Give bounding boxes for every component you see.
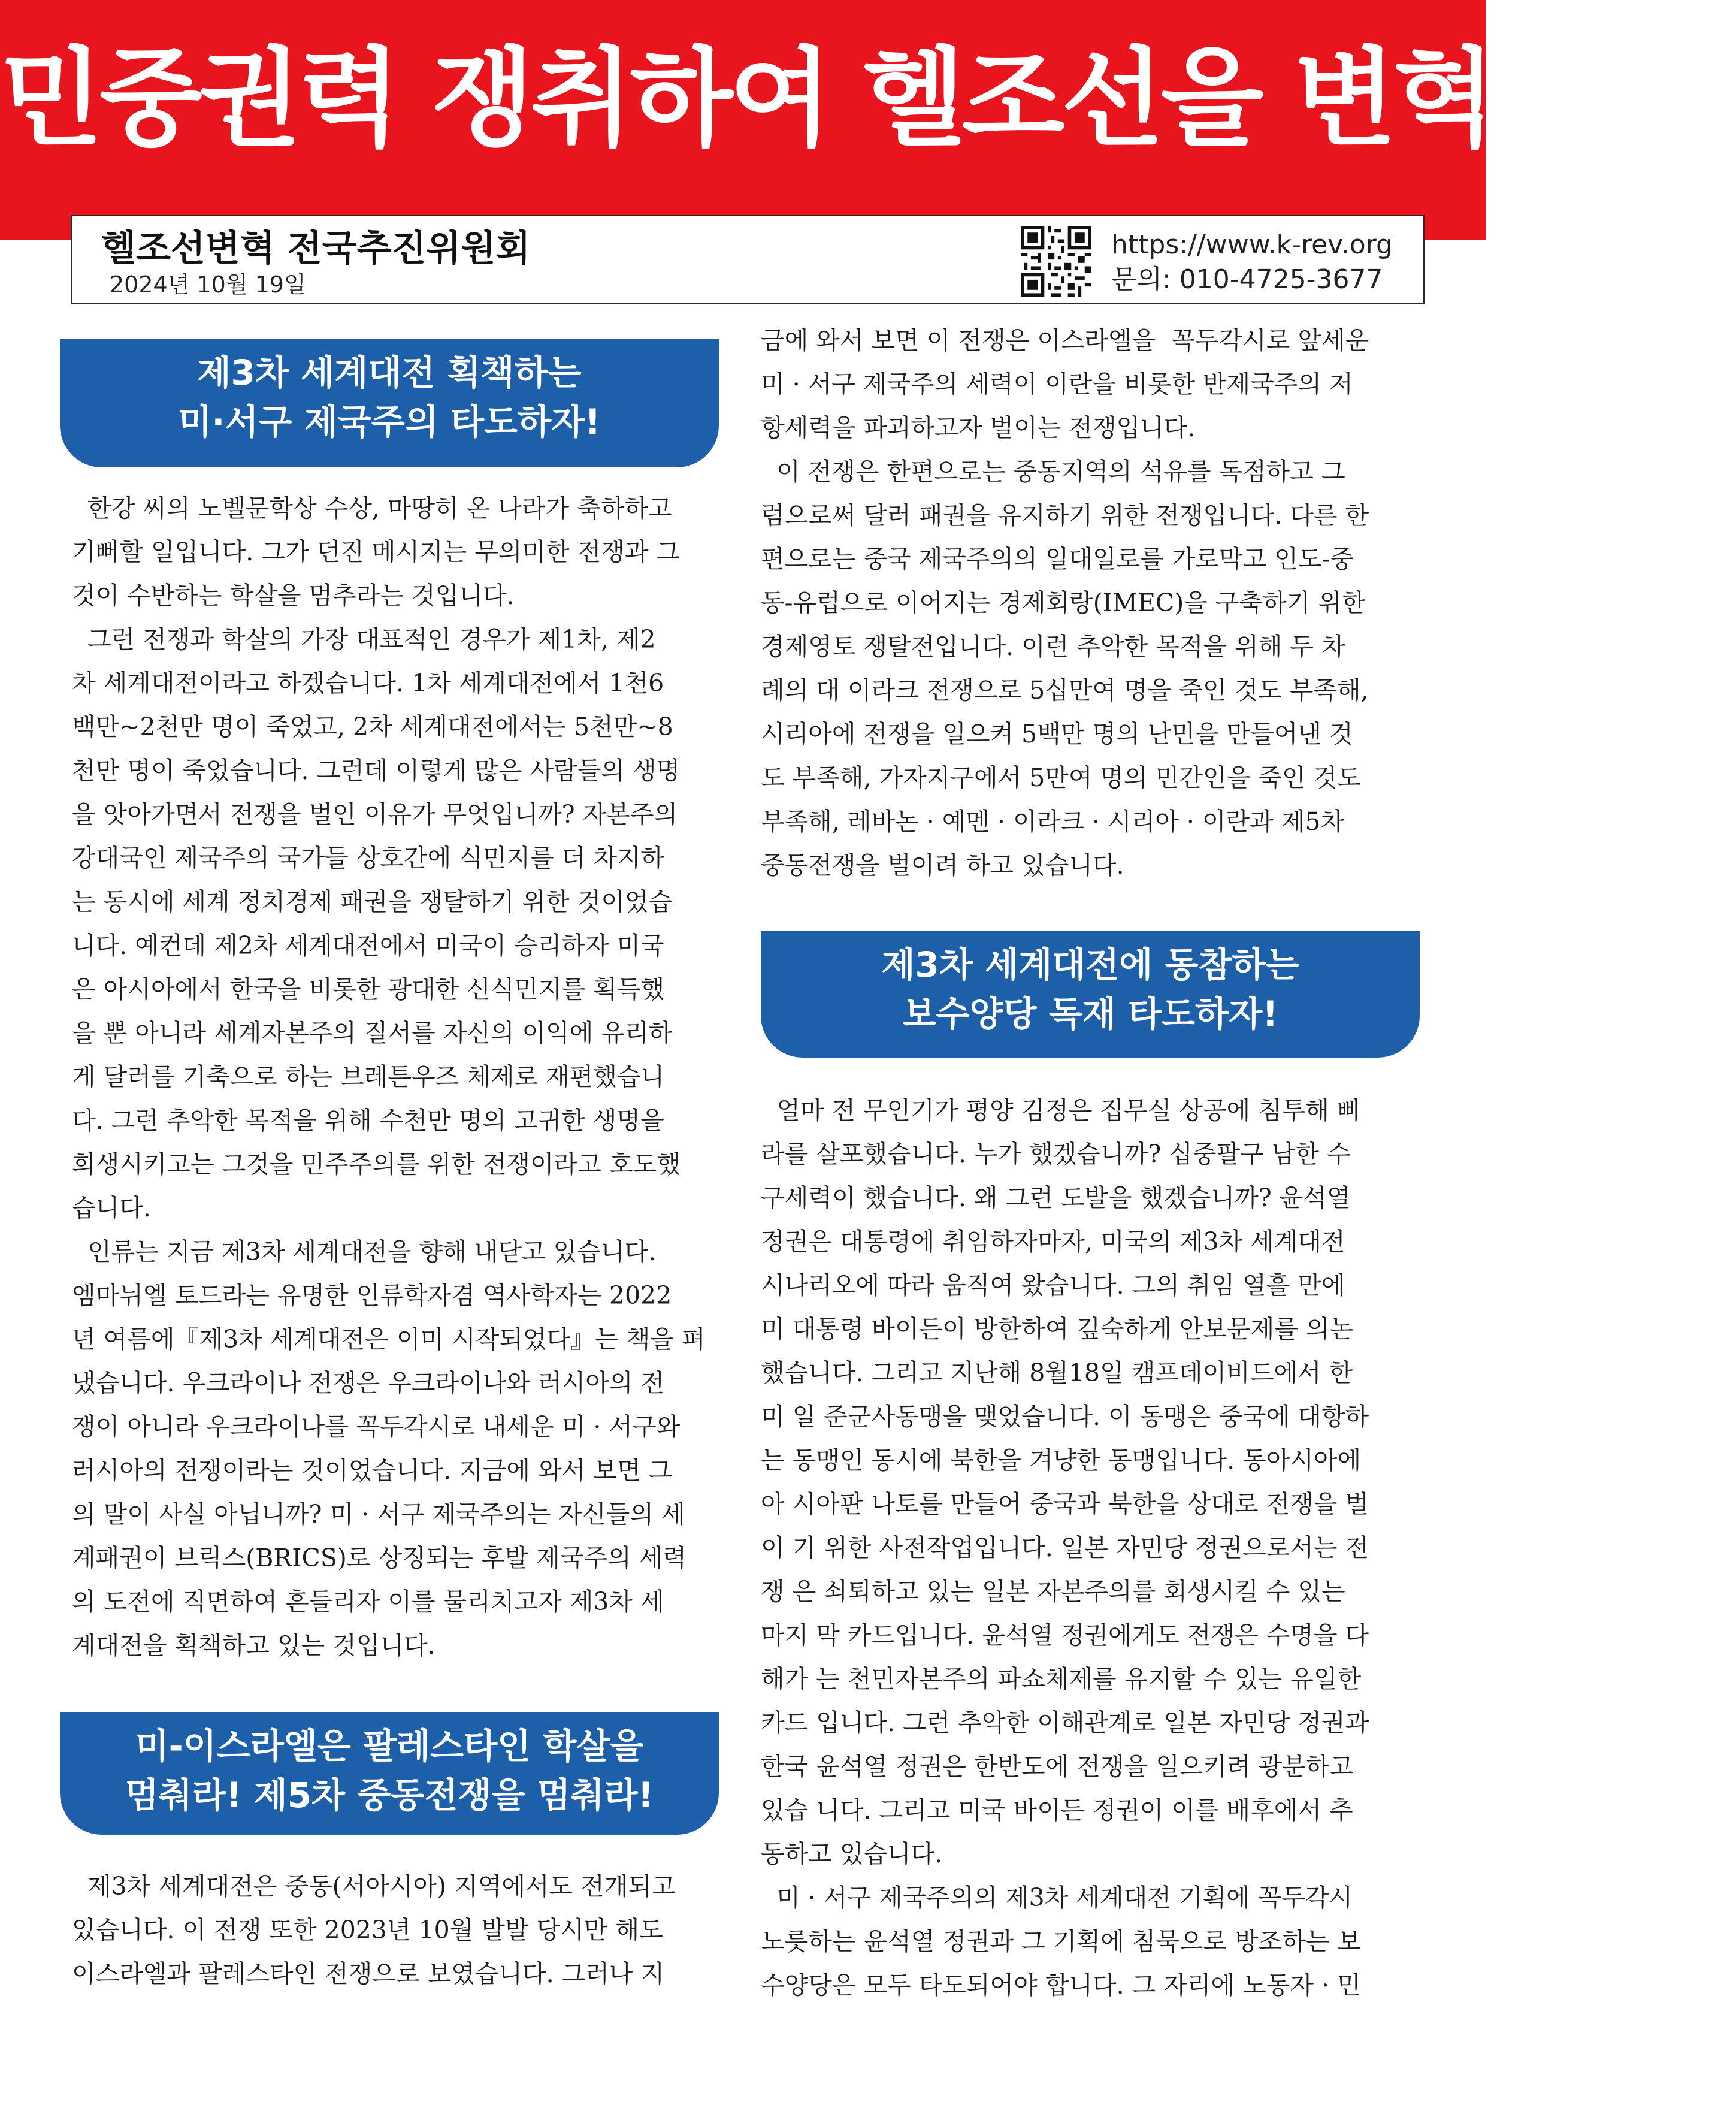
text-line: 했습니다. 그리고 지난해 8월18일 캠프데이비드에서 한 bbox=[761, 1358, 1353, 1387]
text-line: 얼마 전 무인기가 평양 김정은 집무실 상공에 침투해 삐 bbox=[761, 1096, 1361, 1125]
text-line: 백만~2천만 명이 죽었고, 2차 세계대전에서는 5천만~8 bbox=[72, 712, 673, 741]
publication-date: 2024년 10월 19일 bbox=[110, 271, 306, 298]
contact-phone: 문의: 010-4725-3677 bbox=[1111, 264, 1383, 295]
text-line: 카드 입니다. 그런 추악한 이해관계로 일본 자민당 정권과 bbox=[761, 1708, 1369, 1737]
text-line: 동하고 있습니다. bbox=[761, 1840, 943, 1868]
text-line: 차 세계대전이라고 하겠습니다. 1차 세계대전에서 1천6 bbox=[72, 669, 664, 697]
paragraph bbox=[761, 319, 1414, 887]
text-line: 부족해, 레바논 · 예멘 · 이라크 · 시리아 · 이란과 제5차 bbox=[761, 807, 1345, 836]
text-line: 편으로는 중국 제국주의의 일대일로를 가로막고 인도-중 bbox=[761, 545, 1354, 573]
text-line: 는 동시에 세계 정치경제 패권을 쟁탈하기 위한 것이었습 bbox=[72, 887, 673, 916]
website-link[interactable]: https://www.k-rev.org bbox=[1111, 229, 1393, 260]
text-line: 천만 명이 죽었습니다. 그런데 이렇게 많은 사람들의 생명 bbox=[72, 756, 681, 785]
text-line: 기뻐할 일입니다. 그가 던진 메시지는 무의미한 전쟁과 그 bbox=[72, 537, 681, 566]
heading-line: 미-이스라엘은 팔레스타인 학살을 bbox=[135, 1726, 644, 1766]
text-line: 금에 와서 보면 이 전쟁은 이스라엘을 꼭두각시로 앞세운 bbox=[761, 326, 1369, 355]
text-line: 인류는 지금 제3차 세계대전을 향해 내닫고 있습니다. bbox=[72, 1237, 657, 1266]
text-line: 계패권이 브릭스(BRICS)로 상징되는 후발 제국주의 세력 bbox=[72, 1544, 686, 1572]
text-line: 년 여름에『제3차 세계대전은 이미 시작되었다』는 책을 펴 bbox=[72, 1325, 706, 1354]
text-line: 마지 막 카드입니다. 윤석열 정권에게도 전쟁은 수명을 다 bbox=[761, 1621, 1369, 1650]
text-line: 아 시아판 나토를 만들어 중국과 북한을 상대로 전쟁을 벌 bbox=[761, 1490, 1369, 1518]
organization-name: 헬조선변혁 전국추진위원회 bbox=[101, 228, 531, 270]
heading-line: 제3차 세계대전에 동참하는 bbox=[881, 944, 1299, 985]
publisher-info-bar bbox=[71, 215, 1425, 304]
section-heading-world-war bbox=[60, 339, 719, 467]
text-line: 을 뿐 아니라 세계자본주의 질서를 자신의 이익에 유리하 bbox=[72, 1019, 673, 1047]
text-line: 쟁이 아니라 우크라이나를 꼭두각시로 내세운 미 · 서구와 bbox=[72, 1412, 681, 1441]
text-line: 경제영토 쟁탈전입니다. 이런 추악한 목적을 위해 두 차 bbox=[761, 632, 1345, 661]
text-line: 은 아시아에서 한국을 비롯한 광대한 신식민지를 획득했 bbox=[72, 975, 665, 1004]
text-line: 미 · 서구 제국주의의 제3차 세계대전 기획에 꼭두각시 bbox=[761, 1883, 1353, 1912]
text-line: 계대전을 획책하고 있는 것입니다. bbox=[72, 1631, 435, 1660]
heading-line: 보수양당 독재 타도하자! bbox=[902, 993, 1278, 1034]
text-line: 노릇하는 윤석열 정권과 그 기획에 침묵으로 방조하는 보 bbox=[761, 1927, 1362, 1956]
text-line: 항세력을 파괴하고자 벌이는 전쟁입니다. bbox=[761, 413, 1196, 442]
text-line: 러시아의 전쟁이라는 것이었습니다. 지금에 와서 보면 그 bbox=[72, 1456, 673, 1485]
text-line: 는 동맹인 동시에 북한을 겨냥한 동맹입니다. 동아시아에 bbox=[761, 1446, 1362, 1475]
section-heading-middle-east bbox=[60, 1712, 719, 1835]
paragraph bbox=[761, 1089, 1414, 2007]
text-line: 이스라엘과 팔레스타인 전쟁으로 보였습니다. 그러나 지 bbox=[72, 1959, 665, 1988]
qr-code-icon[interactable] bbox=[1021, 226, 1091, 297]
text-line: 이 기 위한 사전작업입니다. 일본 자민당 정권으로서는 전 bbox=[761, 1533, 1369, 1562]
text-line: 중동전쟁을 벌이려 하고 있습니다. bbox=[761, 851, 1124, 880]
paragraph bbox=[72, 487, 713, 1668]
heading-line: 제3차 세계대전 획책하는 bbox=[197, 352, 582, 393]
text-line: 니다. 예컨데 제2차 세계대전에서 미국이 승리하자 미국 bbox=[72, 931, 664, 960]
text-line: 동-유럽으로 이어지는 경제회랑(IMEC)을 구축하기 위한 bbox=[761, 588, 1366, 617]
text-line: 제3차 세계대전은 중동(서아시아) 지역에서도 전개되고 bbox=[72, 1872, 676, 1901]
text-line: 있습니다. 이 전쟁 또한 2023년 10월 발발 당시만 해도 bbox=[72, 1916, 663, 1944]
text-line: 럼으로써 달러 패권을 유지하기 위한 전쟁입니다. 다른 한 bbox=[761, 501, 1369, 530]
heading-line: 멈춰라! 제5차 중동전쟁을 멈춰라! bbox=[125, 1775, 654, 1816]
text-line: 도 부족해, 가자지구에서 5만여 명의 민간인을 죽인 것도 bbox=[761, 763, 1361, 792]
text-line: 의 말이 사실 아닙니까? 미 · 서구 제국주의는 자신들의 세 bbox=[72, 1500, 685, 1529]
text-line: 것이 수반하는 학살을 멈추라는 것입니다. bbox=[72, 581, 515, 610]
paragraph bbox=[72, 1865, 713, 1996]
section-heading-conservative-parties bbox=[761, 931, 1420, 1058]
text-line: 강대국인 제국주의 국가들 상호간에 식민지를 더 차지하 bbox=[72, 844, 665, 872]
text-line: 한국 윤석열 정권은 한반도에 전쟁을 일으키려 광분하고 bbox=[761, 1752, 1354, 1781]
title-banner bbox=[0, 0, 1736, 240]
text-line: 시리아에 전쟁을 일으켜 5백만 명의 난민을 만들어낸 것 bbox=[761, 720, 1353, 748]
text-line: 한강 씨의 노벨문학상 수상, 마땅히 온 나라가 축하하고 bbox=[72, 494, 672, 523]
text-line: 해가 는 천민자본주의 파쇼체제를 유지할 수 있는 유일한 bbox=[761, 1665, 1362, 1693]
text-line: 희생시키고는 그것을 민주주의를 위한 전쟁이라고 호도했 bbox=[72, 1150, 681, 1179]
text-line: 미 대통령 바이든이 방한하여 깊숙하게 안보문제를 의논 bbox=[761, 1315, 1354, 1343]
text-line: 게 달러를 기축으로 하는 브레튼우즈 체제로 재편했습니 bbox=[72, 1062, 665, 1091]
text-line: 미 · 서구 제국주의 세력이 이란을 비롯한 반제국주의 저 bbox=[761, 370, 1353, 398]
text-line: 습니다. bbox=[72, 1194, 151, 1222]
text-line: 라를 살포했습니다. 누가 했겠습니까? 십중팔구 남한 수 bbox=[761, 1140, 1351, 1168]
text-line: 정권은 대통령에 취임하자마자, 미국의 제3차 세계대전 bbox=[761, 1227, 1345, 1256]
text-line: 례의 대 이라크 전쟁으로 5십만여 명을 죽인 것도 부족해, bbox=[761, 676, 1369, 705]
text-line: 그런 전쟁과 학살의 가장 대표적인 경우가 제1차, 제2 bbox=[72, 625, 656, 654]
text-line: 냈습니다. 우크라이나 전쟁은 우크라이나와 러시아의 전 bbox=[72, 1369, 665, 1397]
text-line: 엠마뉘엘 토드라는 유명한 인류학자겸 역사학자는 2022 bbox=[72, 1281, 672, 1310]
text-line: 을 앗아가면서 전쟁을 벌인 이유가 무엇입니까? 자본주의 bbox=[72, 800, 678, 829]
heading-line: 미·서구 제국주의 타도하자! bbox=[178, 401, 601, 442]
text-line: 수양당은 모두 타도되어야 합니다. 그 자리에 노동자 · 민 bbox=[761, 1971, 1361, 2000]
text-line: 쟁 은 쇠퇴하고 있는 일본 자본주의를 회생시킬 수 있는 bbox=[761, 1577, 1345, 1606]
banner-title: 민중권력 쟁취하여 헬조선을 변혁하자! bbox=[0, 37, 1736, 161]
text-line: 다. 그런 추악한 목적을 위해 수천만 명의 고귀한 생명을 bbox=[72, 1106, 664, 1135]
text-line: 이 전쟁은 한편으로는 중동지역의 석유를 독점하고 그 bbox=[761, 457, 1345, 486]
text-line: 미 일 준군사동맹을 맺었습니다. 이 동맹은 중국에 대항하 bbox=[761, 1402, 1369, 1431]
text-line: 의 도전에 직면하여 흔들리자 이를 물리치고자 제3차 세 bbox=[72, 1587, 664, 1616]
text-line: 시나리오에 따라 움직여 왔습니다. 그의 취임 열흘 만에 bbox=[761, 1271, 1345, 1300]
text-line: 구세력이 했습니다. 왜 그런 도발을 했겠습니까? 윤석열 bbox=[761, 1183, 1351, 1212]
text-line: 있습 니다. 그리고 미국 바이든 정권이 이를 배후에서 추 bbox=[761, 1796, 1353, 1825]
